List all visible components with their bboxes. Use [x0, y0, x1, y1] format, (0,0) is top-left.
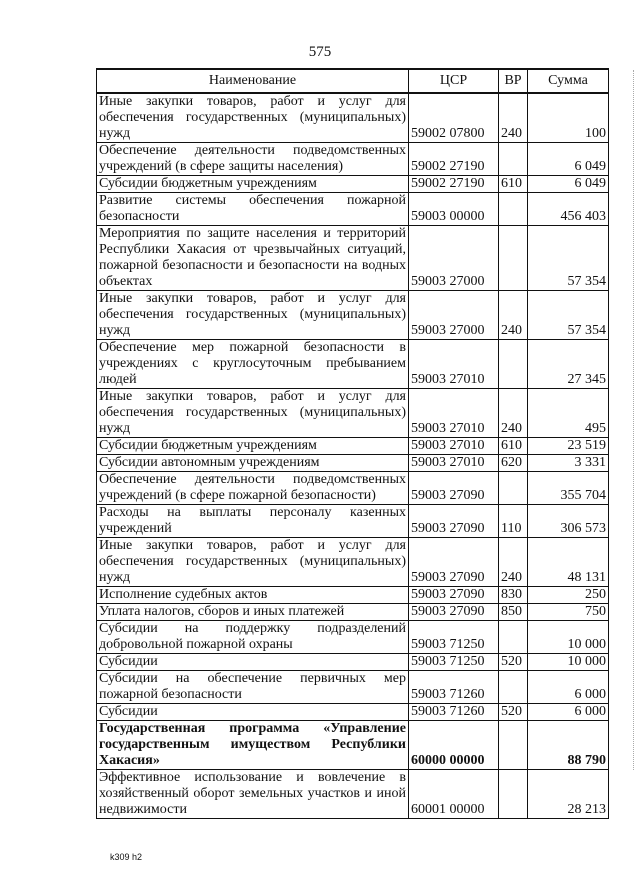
row-name: Субсидии на поддержку подразделений добровольной пожарной охраны: [97, 621, 409, 654]
footer-code: k309 h2: [110, 852, 143, 862]
row-sum: 57 354: [528, 291, 609, 340]
row-csr: 59003 27090: [409, 472, 499, 505]
table-row: [97, 704, 609, 721]
row-vr: [499, 340, 528, 389]
row-csr: 59003 27090: [409, 538, 499, 587]
row-name: Иные закупки товаров, работ и услуг для обеспечения государственных (муниципальных) нужд: [97, 389, 409, 438]
row-name: Субсидии автономным учреждениям: [97, 455, 409, 472]
row-sum: 48 131: [528, 538, 609, 587]
row-csr: 59002 07800: [409, 93, 499, 143]
row-vr: 610: [499, 438, 528, 455]
row-sum: 6 049: [528, 143, 609, 176]
row-name: Субсидии: [97, 704, 409, 721]
row-csr: 59002 27190: [409, 176, 499, 193]
row-csr: 60000 00000: [409, 721, 499, 770]
row-sum: 27 345: [528, 340, 609, 389]
row-vr: [499, 621, 528, 654]
row-name: Мероприятия по защите населения и территорий Республики Хакасия от чрезвычайных ситуаций, пожарной безопасности и безопасности на водных объектах: [97, 226, 409, 291]
row-sum: 750: [528, 604, 609, 621]
table-row: [97, 438, 609, 455]
row-vr: [499, 143, 528, 176]
header-csr: ЦСР: [409, 69, 499, 93]
table-row: [97, 604, 609, 621]
scan-edge: [631, 70, 634, 770]
row-sum: 28 213: [528, 770, 609, 819]
row-vr: 240: [499, 93, 528, 143]
table-row: [97, 770, 609, 819]
table-row: [97, 671, 609, 704]
row-name: Обеспечение деятельности подведомственных учреждений (в сфере пожарной безопасности): [97, 472, 409, 505]
row-csr: 59003 27010: [409, 438, 499, 455]
row-sum: 23 519: [528, 438, 609, 455]
row-vr: 240: [499, 389, 528, 438]
row-sum: 250: [528, 587, 609, 604]
row-csr: 59003 27090: [409, 587, 499, 604]
table-row: [97, 226, 609, 291]
row-vr: [499, 671, 528, 704]
row-csr: 59003 71250: [409, 621, 499, 654]
row-vr: 240: [499, 291, 528, 340]
row-name: Иные закупки товаров, работ и услуг для обеспечения государственных (муниципальных) нужд: [97, 538, 409, 587]
table-row: [97, 193, 609, 226]
table-header-row: [97, 69, 609, 93]
row-name: Исполнение судебных актов: [97, 587, 409, 604]
row-vr: 110: [499, 505, 528, 538]
table-row: [97, 291, 609, 340]
row-csr: 59003 27090: [409, 505, 499, 538]
row-sum: 456 403: [528, 193, 609, 226]
table-row: [97, 538, 609, 587]
table-row: [97, 587, 609, 604]
table-row: [97, 93, 609, 143]
row-name: Субсидии: [97, 654, 409, 671]
row-name: Субсидии бюджетным учреждениям: [97, 438, 409, 455]
row-sum: 355 704: [528, 472, 609, 505]
table-row: [97, 455, 609, 472]
row-name: Обеспечение деятельности подведомственных учреждений (в сфере защиты населения): [97, 143, 409, 176]
row-name: Обеспечение мер пожарной безопасности в учреждениях с круглосуточным пребыванием людей: [97, 340, 409, 389]
row-vr: [499, 721, 528, 770]
row-vr: [499, 770, 528, 819]
row-sum: 100: [528, 93, 609, 143]
row-name: Расходы на выплаты персоналу казенных учреждений: [97, 505, 409, 538]
row-sum: 10 000: [528, 654, 609, 671]
budget-table: [96, 68, 609, 819]
row-csr: 59003 71250: [409, 654, 499, 671]
row-name: Иные закупки товаров, работ и услуг для обеспечения государственных (муниципальных) нужд: [97, 291, 409, 340]
row-sum: 6 049: [528, 176, 609, 193]
table-row: [97, 176, 609, 193]
table-row: [97, 505, 609, 538]
row-vr: [499, 226, 528, 291]
table-row: [97, 143, 609, 176]
row-csr: 59003 27010: [409, 455, 499, 472]
row-name: Субсидии на обеспечение первичных мер пожарной безопасности: [97, 671, 409, 704]
row-sum: 495: [528, 389, 609, 438]
header-sum: Сумма: [528, 69, 609, 93]
table-row: [97, 654, 609, 671]
row-csr: 59003 71260: [409, 671, 499, 704]
row-csr: 59003 00000: [409, 193, 499, 226]
row-sum: 306 573: [528, 505, 609, 538]
row-sum: 6 000: [528, 704, 609, 721]
row-name: Уплата налогов, сборов и иных платежей: [97, 604, 409, 621]
row-vr: 830: [499, 587, 528, 604]
row-csr: 60001 00000: [409, 770, 499, 819]
table-row: [97, 472, 609, 505]
row-csr: 59003 27090: [409, 604, 499, 621]
table-row: [97, 721, 609, 770]
table-row: [97, 340, 609, 389]
row-name: Субсидии бюджетным учреждениям: [97, 176, 409, 193]
row-vr: 240: [499, 538, 528, 587]
row-vr: [499, 472, 528, 505]
row-csr: 59003 27010: [409, 340, 499, 389]
row-name: Иные закупки товаров, работ и услуг для обеспечения государственных (муниципальных) нужд: [97, 93, 409, 143]
row-vr: 520: [499, 704, 528, 721]
row-vr: 850: [499, 604, 528, 621]
row-sum: 3 331: [528, 455, 609, 472]
row-csr: 59003 27010: [409, 389, 499, 438]
table-row: [97, 621, 609, 654]
row-vr: 620: [499, 455, 528, 472]
row-csr: 59003 27000: [409, 226, 499, 291]
row-sum: 88 790: [528, 721, 609, 770]
row-sum: 10 000: [528, 621, 609, 654]
row-csr: 59003 27000: [409, 291, 499, 340]
row-name: Развитие системы обеспечения пожарной безопасности: [97, 193, 409, 226]
page-number: 575: [308, 44, 332, 60]
row-csr: 59002 27190: [409, 143, 499, 176]
row-sum: 57 354: [528, 226, 609, 291]
header-name: Наименование: [97, 69, 409, 93]
row-vr: 520: [499, 654, 528, 671]
row-vr: 610: [499, 176, 528, 193]
table-row: [97, 389, 609, 438]
row-csr: 59003 71260: [409, 704, 499, 721]
row-vr: [499, 193, 528, 226]
header-vr: ВР: [499, 69, 528, 93]
row-name: Эффективное использование и вовлечение в хозяйственный оборот земельных участков и иной недвижимости: [97, 770, 409, 819]
row-name: Государственная программа «Управление государственным имуществом Республики Хакасия»: [97, 721, 409, 770]
row-sum: 6 000: [528, 671, 609, 704]
